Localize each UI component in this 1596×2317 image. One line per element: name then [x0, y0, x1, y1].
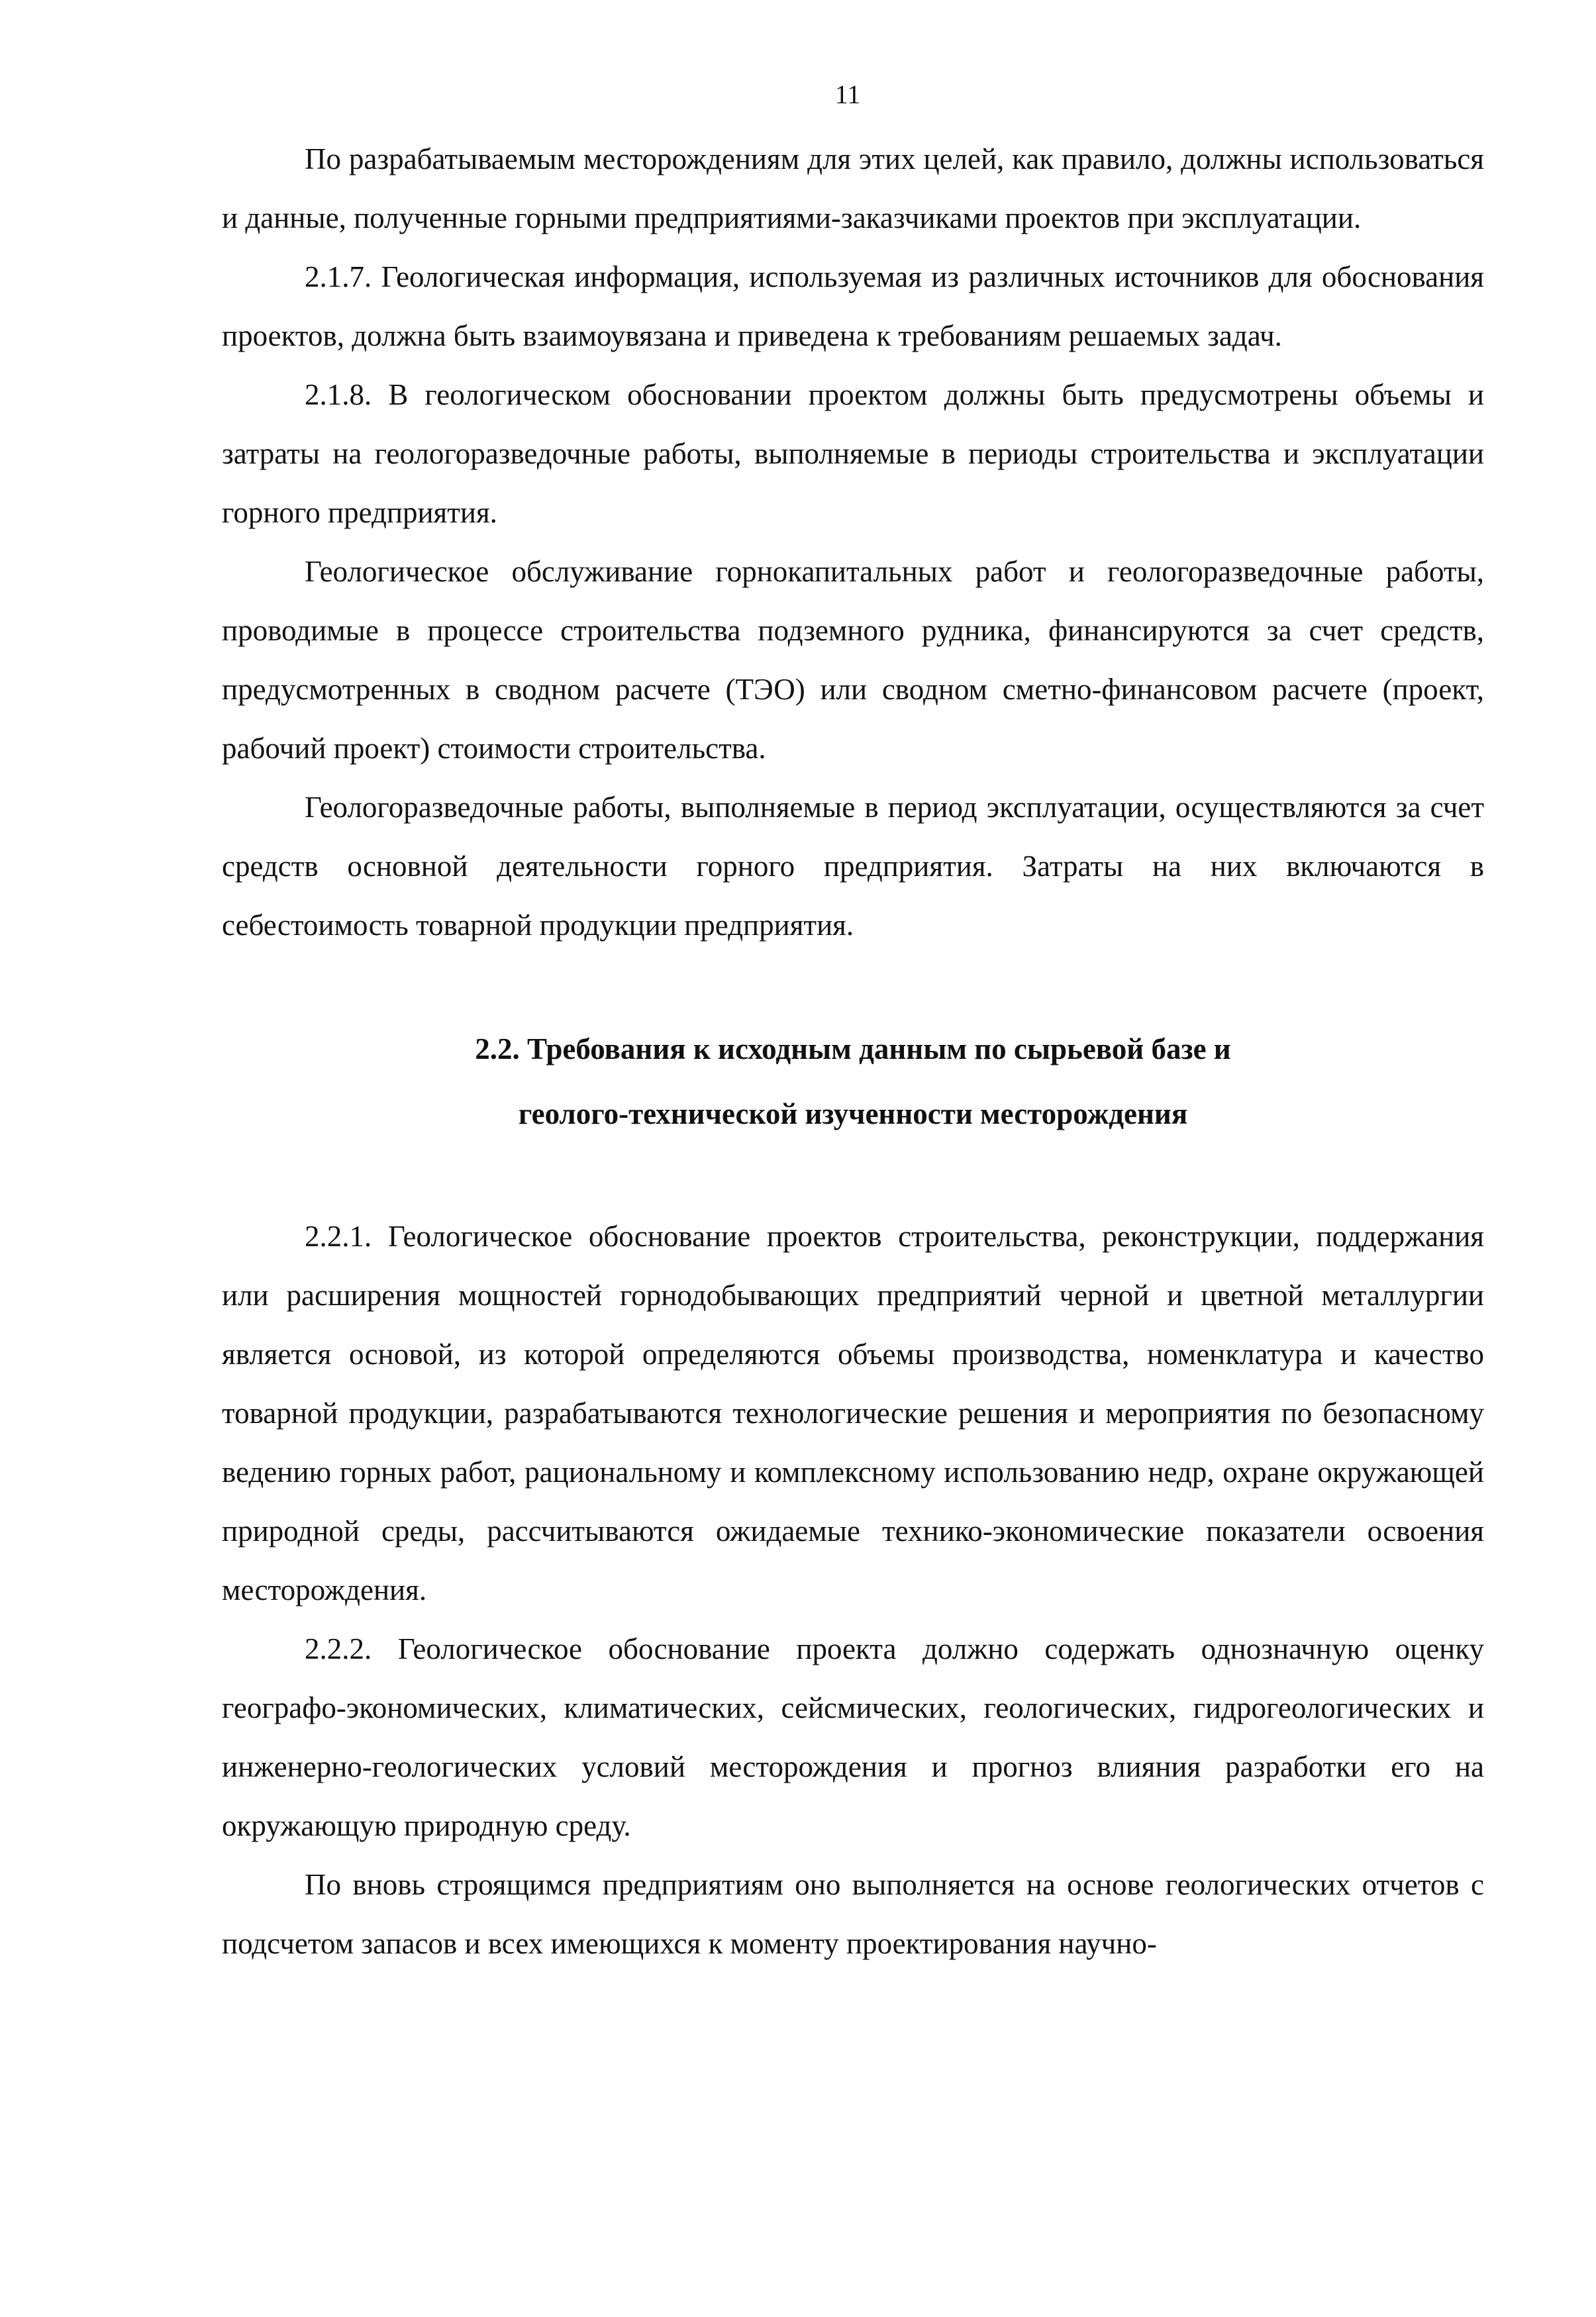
paragraph-2-1-8: 2.1.8. В геологическом обосновании проектом должны быть предусмотрены объемы и затраты на геологоразведочные работы, выполняемые в периоды строительства и эксплуатации горного предприятия. [222, 378, 1484, 529]
section-heading-2-2 [222, 1016, 1484, 1146]
paragraph-new-enterprises: По вновь строящимся предприятиям оно выполняется на основе геологических отчетов с подсчетом запасов и всех имеющихся к моменту проектирования научно- [222, 1868, 1484, 1960]
paragraph-exploration-costs: Геологоразведочные работы, выполняемые в период эксплуатации, осуществляются за счет средств основной деятельности горного предприятия. Затраты на них включаются в себестоимость товарной продукции предприятия. [222, 791, 1484, 942]
paragraph-2-2-2: 2.2.2. Геологическое обоснование проекта должно содержать однозначную оценку географо-экономических, климатических, сейсмических, геологических, гидрогеологических и инженерно-геологических условий месторождения и прогноз влияния разработки его на окружающую природную среду. [222, 1632, 1484, 1842]
section-heading-line-2: геолого-технической изученности месторождения [518, 1097, 1188, 1130]
paragraph-intro: По разрабатываемым месторождениям для этих целей, как правило, должны использоваться и данные, полученные горными предприятиями-заказчиками проектов при эксплуатации. [222, 142, 1484, 234]
paragraph-2-1-7: 2.1.7. Геологическая информация, используемая из различных источников для обоснования проектов, должна быть взаимоувязана и приведена к требованиям решаемых задач. [222, 260, 1484, 352]
page-content [222, 130, 1484, 1973]
page-number: 11 [834, 79, 861, 109]
section-heading-line-1: 2.2. Требования к исходным данным по сырьевой базе и [475, 1032, 1231, 1065]
paragraph-geological-service: Геологическое обслуживание горнокапитальных работ и геологоразведочные работы, проводимые в процессе строительства подземного рудника, финансируются за счет средств, предусмотренных в сводном расчете (ТЭО) или сводном сметно-финансовом расчете (проект, рабочий проект) стоимости строительства. [222, 555, 1484, 765]
paragraph-2-2-1: 2.2.1. Геологическое обоснование проектов строительства, реконструкции, поддержания или расширения мощностей горнодобывающих предприятий черной и цветной металлургии является основой, из которой определяются объемы производства, номенклатура и качество товарной продукции, разрабатываются технологические решения и мероприятия по безопасному ведению горных работ, рациональному и комплексному использованию недр, охране окружающей природной среды, рассчитываются ожидаемые технико-экономические показатели освоения месторождения. [222, 1220, 1484, 1606]
